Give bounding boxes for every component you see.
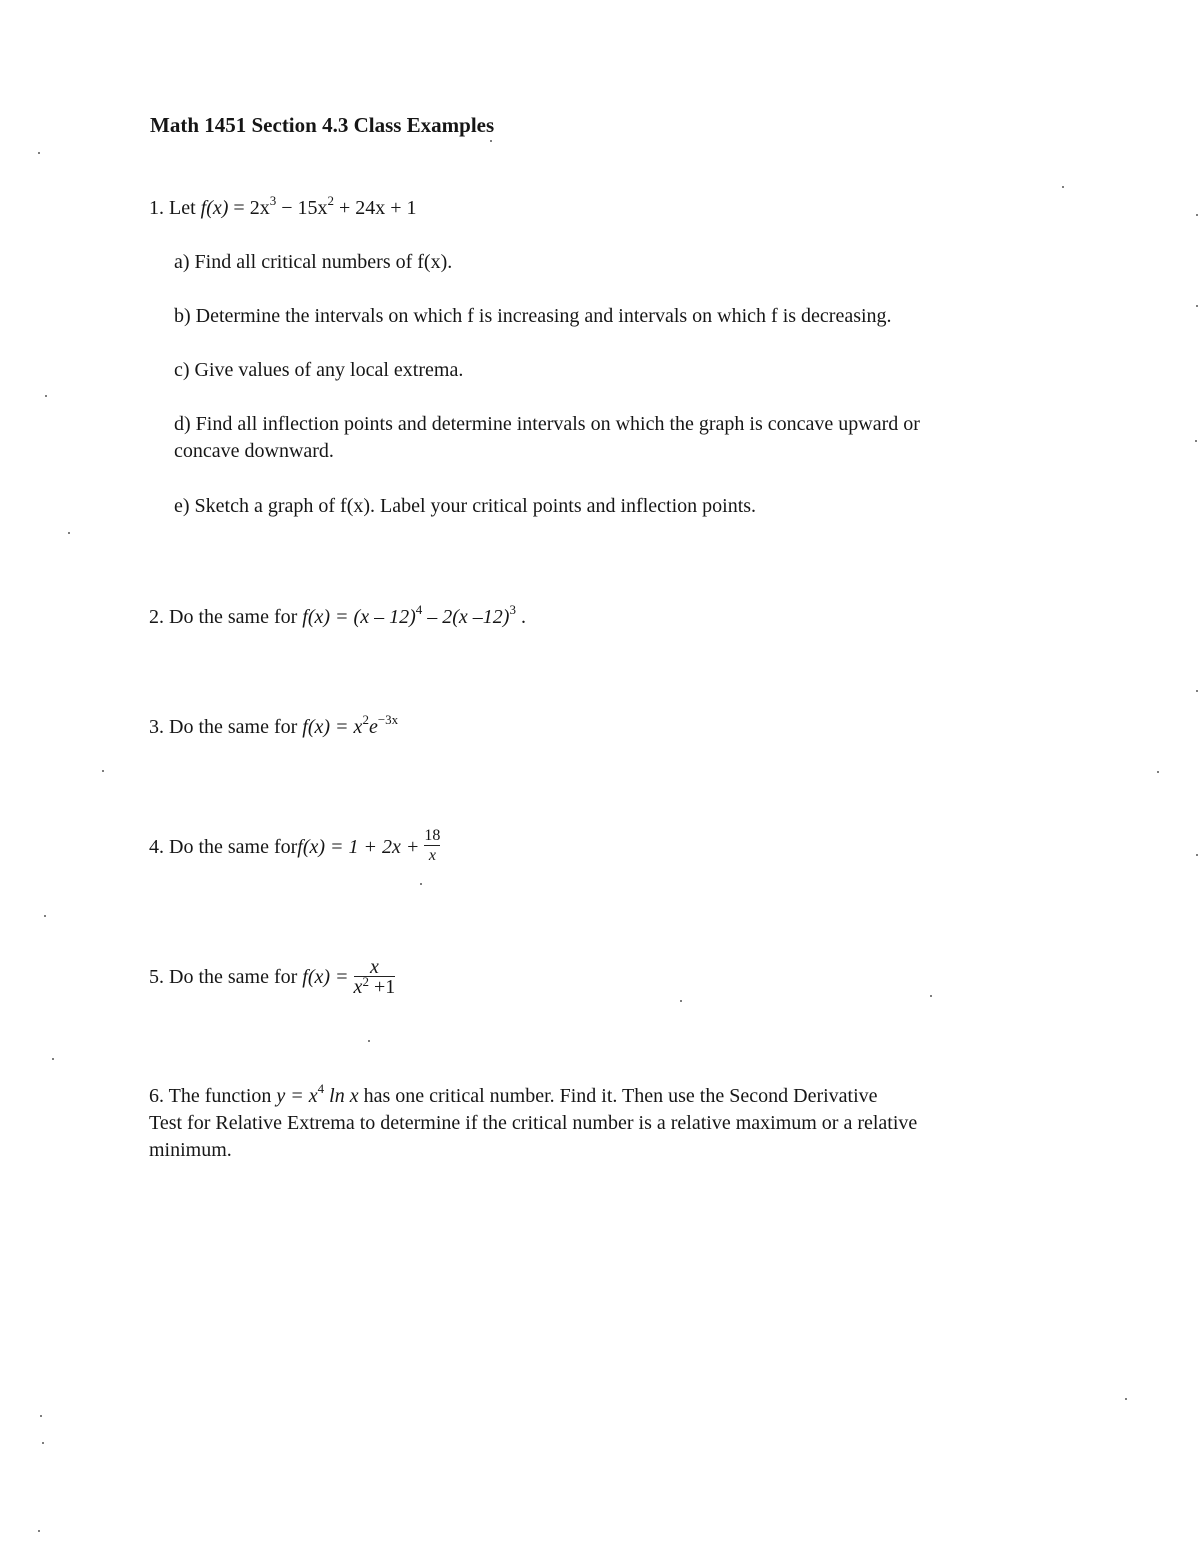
q5-den-rest: +1	[368, 976, 396, 998]
q5-fraction	[354, 958, 396, 999]
q2-term2: – 2(x –12)	[422, 606, 510, 628]
q1-term1-exponent: 3	[269, 193, 277, 208]
scan-speck	[102, 770, 104, 772]
q1-plus2: +	[385, 197, 407, 219]
q6-line1-rest: has one critical number. Find it. Then use the Second Derivative	[358, 1085, 878, 1107]
q3-func-lhs: f(x) =	[302, 716, 354, 738]
scan-speck	[1125, 1398, 1127, 1400]
q5-den-base: x	[353, 976, 363, 998]
scan-speck	[44, 915, 46, 917]
q5-numerator: x	[369, 956, 379, 978]
q2-func-lhs: f(x) =	[302, 606, 354, 628]
question-2	[149, 604, 526, 632]
question-1-statement	[149, 195, 417, 223]
q3-base: x	[353, 716, 363, 738]
question-1-part-c: c) Give values of any local extrema.	[174, 359, 464, 381]
scan-speck	[1196, 690, 1198, 692]
scan-speck	[1196, 854, 1198, 856]
q5-denominator	[354, 976, 396, 999]
scan-speck	[1196, 214, 1198, 216]
scan-speck	[490, 140, 492, 142]
question-4	[149, 829, 440, 868]
question-1-part-a: a) Find all critical numbers of f(x).	[174, 251, 453, 273]
q2-term1: (x – 12)	[353, 606, 416, 628]
q6-ln: ln x	[324, 1085, 359, 1107]
question-2-lead: 2. Do the same for	[149, 606, 303, 628]
question-1-part-d-line1: d) Find all inflection points and determine intervals on which the graph is concave upward or	[174, 413, 920, 435]
question-1-part-b: b) Determine the intervals on which f is increasing and intervals on which f is decreasing.	[174, 305, 892, 327]
scan-speck	[38, 1530, 40, 1532]
q1-term3: 24x	[355, 197, 386, 219]
question-3	[149, 714, 398, 742]
scan-speck	[45, 395, 47, 397]
q1-plus1: +	[333, 197, 356, 219]
q1-term4: 1	[406, 197, 417, 219]
q2-end: .	[515, 606, 526, 628]
scan-speck	[40, 1415, 42, 1417]
q2-term2-exponent: 3	[509, 602, 516, 617]
scan-speck	[68, 532, 70, 534]
scan-speck	[38, 152, 40, 154]
question-1-part-d-line2: concave downward.	[174, 440, 334, 462]
q4-fraction	[424, 827, 440, 866]
scan-speck	[930, 995, 932, 997]
q6-equation: y = x	[276, 1085, 318, 1107]
q4-numerator: 18	[424, 827, 441, 844]
scan-speck	[1062, 186, 1064, 188]
question-5-lead: 5. Do the same for	[149, 966, 303, 989]
q5-den-exponent: 2	[362, 974, 369, 989]
scan-speck	[1196, 305, 1198, 307]
q4-func-lhs: f(x) = 1 + 2x +	[297, 836, 425, 859]
question-1-part-e: e) Sketch a graph of f(x). Label your critical points and inflection points.	[174, 495, 757, 517]
q1-term1: 2x	[249, 197, 270, 219]
scan-speck	[368, 1040, 370, 1042]
question-6-lead: 6. The function	[149, 1085, 277, 1107]
q3-exponent-2: −3x	[377, 712, 399, 727]
q2-term1-exponent: 4	[415, 602, 423, 617]
q3-e: e	[368, 716, 378, 738]
q1-term2: 15x	[297, 197, 328, 219]
q1-func-lhs: f(x)	[200, 197, 229, 219]
question-4-lead: 4. Do the same for	[149, 836, 298, 859]
q1-minus: −	[276, 197, 298, 219]
q4-denominator: x	[424, 845, 440, 866]
q1-equals: =	[228, 197, 250, 219]
q6-exponent: 4	[317, 1081, 325, 1096]
question-6-line3: minimum.	[149, 1139, 232, 1161]
scan-speck	[1157, 771, 1159, 773]
q3-exponent-1: 2	[362, 712, 369, 727]
question-3-lead: 3. Do the same for	[149, 716, 303, 738]
q5-func-lhs: f(x) =	[302, 966, 354, 989]
scan-speck	[52, 1058, 54, 1060]
question-5	[149, 958, 395, 999]
question-6-line1	[149, 1083, 878, 1111]
question-1-lead: 1. Let	[149, 197, 201, 219]
scan-speck	[420, 883, 422, 885]
scan-speck	[42, 1442, 44, 1444]
scan-speck	[1195, 440, 1197, 442]
q1-term2-exponent: 2	[327, 193, 334, 208]
scan-speck	[680, 1000, 682, 1002]
page-title: Math 1451 Section 4.3 Class Examples	[150, 113, 495, 137]
question-6-line2: Test for Relative Extrema to determine if the critical number is a relative maximum or a relative	[149, 1112, 918, 1134]
